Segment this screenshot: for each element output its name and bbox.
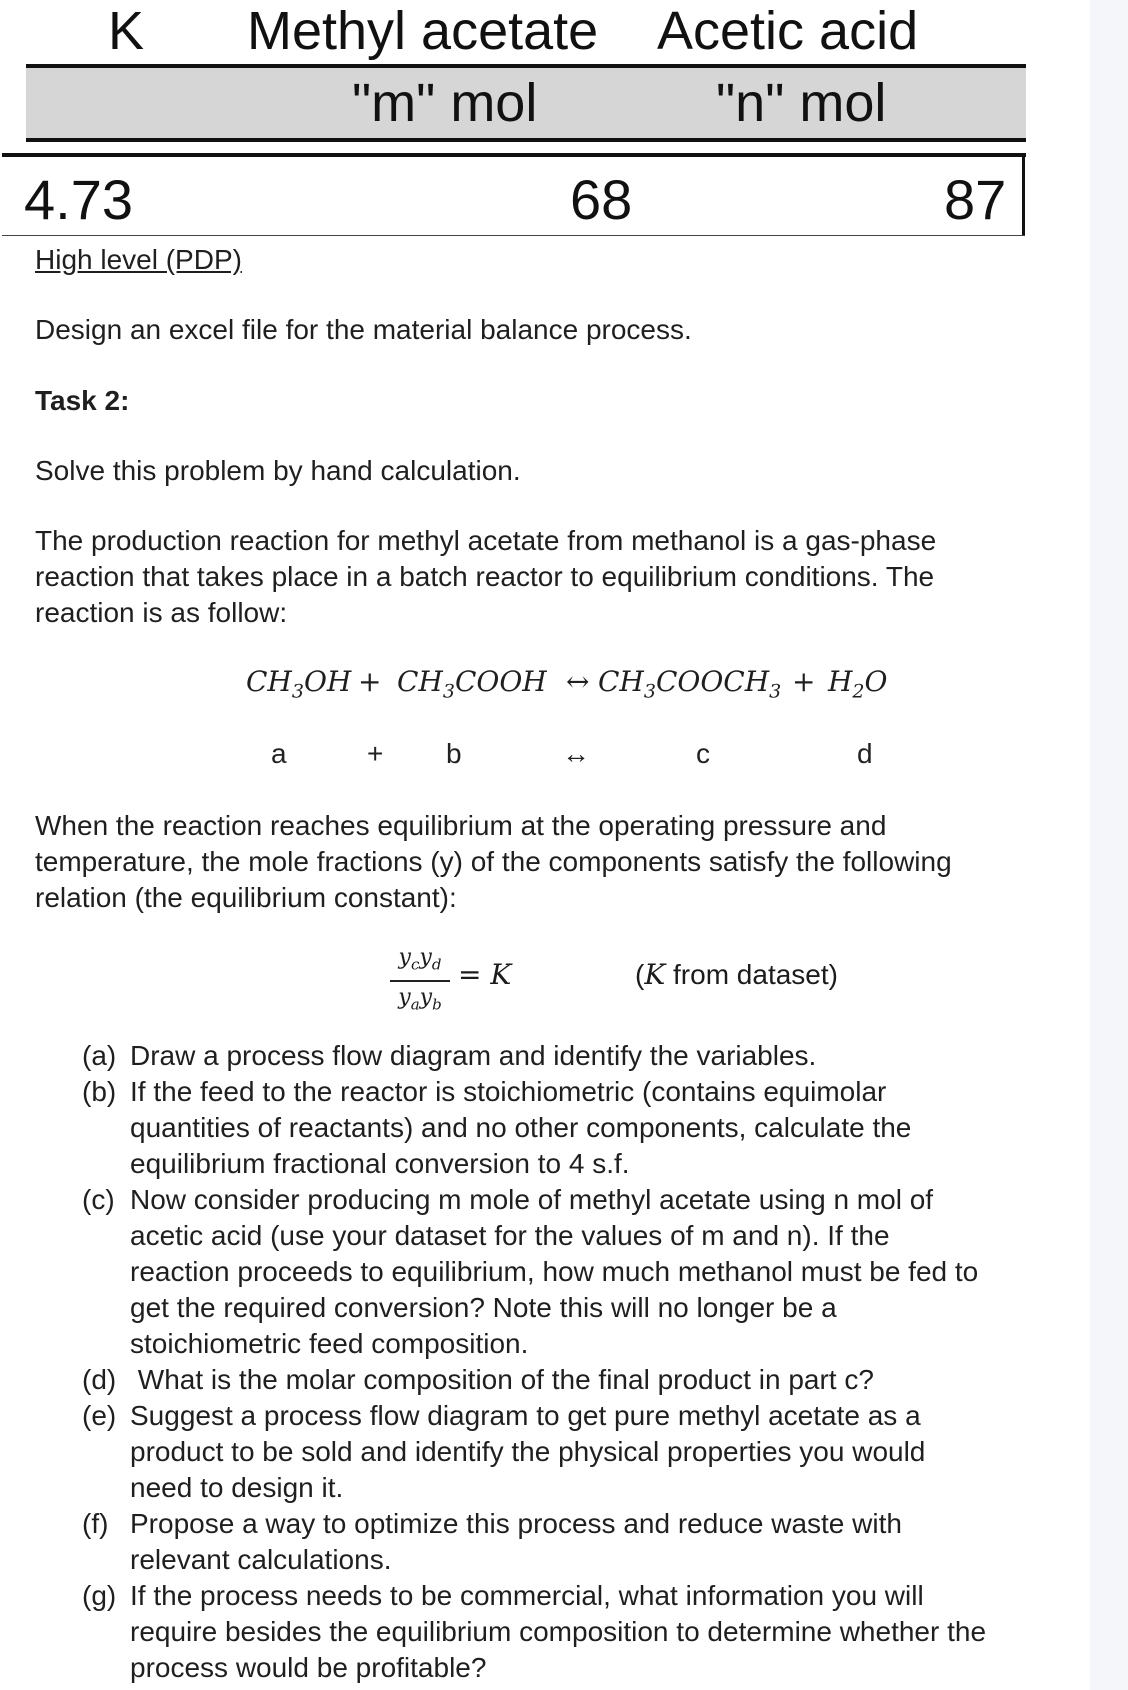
question-f: (f) Propose a way to optimize this process and reduce waste with relevant calculations.	[82, 1508, 902, 1575]
table-value-n: 87	[944, 168, 1007, 231]
reaction-water: $H_2O$	[828, 665, 888, 703]
table-header-methyl-acetate: Methyl acetate	[247, 1, 599, 61]
table-bottom-border	[2, 235, 1025, 236]
intro-line-3: reaction is as follow:	[35, 597, 288, 628]
equilibrium-line-2: temperature, the mole fractions (y) of the components satisfy the following	[35, 846, 952, 877]
intro-line-2: reaction that takes place in a batch reactor to equilibrium conditions. The	[35, 561, 935, 592]
equilibrium-line-1: When the reaction reaches equilibrium at the operating pressure and	[35, 810, 887, 841]
table-unit-m: "m" mol	[352, 73, 538, 133]
question-g: (g) If the process needs to be commercial, what information you will require besides the equilibrium composition to determine whether the process would be profitable?	[82, 1580, 987, 1683]
reaction-letter-d: d	[857, 738, 873, 769]
equilibrium-fraction	[390, 945, 450, 1018]
equals-k: = K	[458, 958, 512, 991]
table-value-k: 4.73	[24, 168, 133, 231]
table-header-k: K	[108, 1, 145, 61]
question-e: (e) Suggest a process flow diagram to get pure methyl acetate as a product to be sold and identify the physical properties you would need to design it.	[82, 1400, 926, 1503]
table-header-acetic-acid: Acetic acid	[657, 1, 919, 61]
reaction-acetic-acid: $CH_3COOH$	[397, 665, 547, 703]
reaction-letter-b: b	[446, 738, 462, 769]
table-value-m: 68	[570, 168, 633, 231]
fraction-denominator: $y_ay_b$	[398, 985, 442, 1014]
reaction-letter-arrow: ↔	[562, 738, 590, 769]
k-from-dataset-note: (K from dataset)	[635, 958, 838, 991]
solve-instruction: Solve this problem by hand calculation.	[35, 455, 521, 486]
question-c: (c) Now consider producing m mole of methyl acetate using n mol of acetic acid (use your dataset for the values of m and n). If the reaction proceeds to equilibrium, how much methanol must be fed to get the required conversion? Note this will no longer be a stoichiometric feed composition.	[82, 1184, 979, 1359]
section-heading: High level (PDP)	[35, 244, 242, 275]
intro-line-1: The production reaction for methyl acetate from methanol is a gas-phase	[35, 525, 937, 556]
question-a: (a) Draw a process flow diagram and identify the variables.	[82, 1040, 817, 1071]
reaction-plus-1: +	[358, 665, 382, 698]
design-instruction: Design an excel file for the material balance process.	[35, 314, 692, 345]
reaction-letter-plus: +	[367, 738, 384, 769]
equilibrium-line-3: relation (the equilibrium constant):	[35, 882, 457, 913]
task-heading: Task 2:	[35, 385, 130, 416]
table-right-border	[1022, 153, 1025, 236]
reaction-plus-2: +	[792, 665, 816, 698]
table-unit-n: "n" mol	[716, 73, 887, 133]
question-b: (b) If the feed to the reactor is stoichiometric (contains equimolar quantities of reactants) and no other components, calculate the equilibrium fractional conversion to 4 s.f.	[82, 1076, 912, 1179]
reaction-methyl-acetate: $CH_3COOCH_3$	[598, 665, 782, 703]
fraction-numerator: $y_cy_d$	[398, 945, 442, 974]
table-divider	[2, 153, 1026, 157]
fraction-bar	[390, 980, 450, 982]
reaction-letter-c: c	[696, 738, 710, 769]
reaction-letter-a: a	[271, 738, 287, 769]
reaction-arrow: ↔	[566, 665, 590, 698]
question-d: (d) What is the molar composition of the final product in part c?	[82, 1364, 874, 1395]
reaction-methanol: $CH_3OH$	[246, 665, 352, 703]
